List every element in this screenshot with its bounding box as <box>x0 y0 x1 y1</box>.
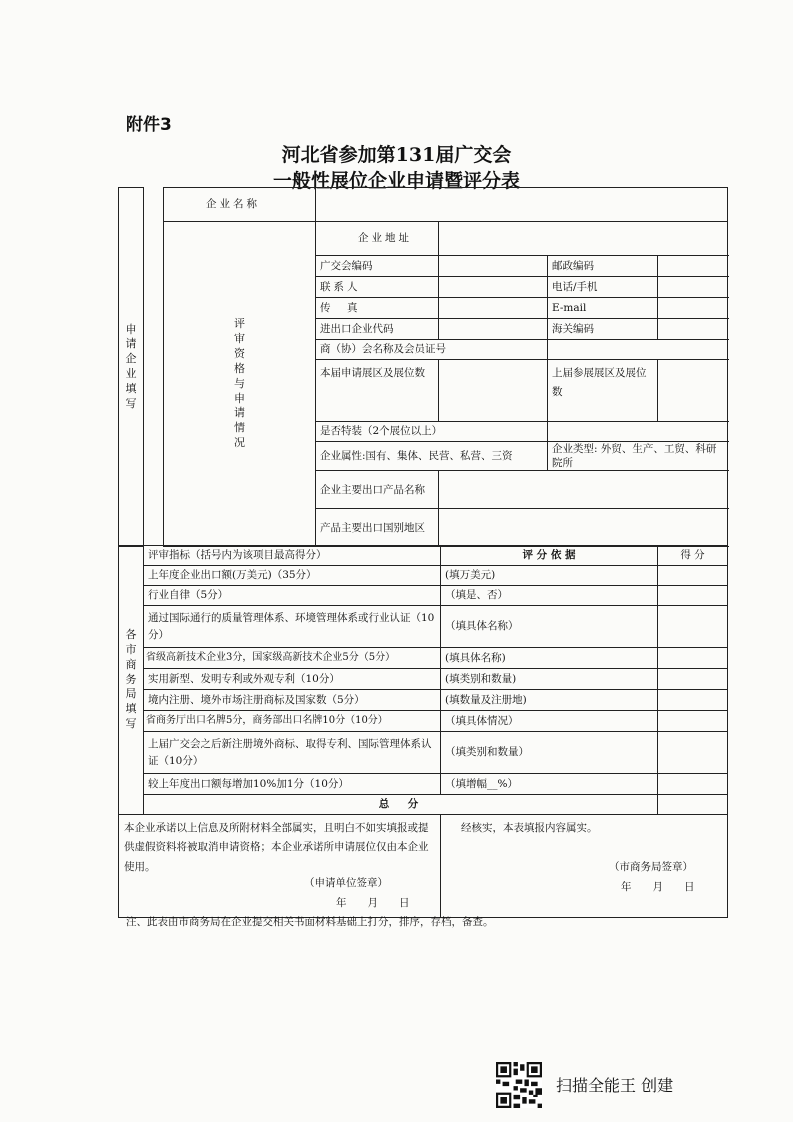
scoring-row <box>119 669 728 690</box>
special-label: 是否特装（2个展位以上） <box>316 422 548 442</box>
criteria-header: 评审指标（括号内为该项目最高得分） <box>144 546 441 566</box>
score-field[interactable] <box>658 566 728 586</box>
export-regions-label: 产品主要出口国别地区 <box>316 509 439 547</box>
postal-code-field[interactable] <box>658 256 728 277</box>
criteria-cell: 行业自律（5分） <box>144 586 441 606</box>
total-row <box>119 795 728 815</box>
previous-booth-field[interactable] <box>658 360 728 422</box>
document-title: 河北省参加第131届广交会 <box>281 144 512 166</box>
total-field[interactable] <box>658 795 728 815</box>
basis-cell: （填是、否） <box>441 586 658 606</box>
company-name-label: 企业名称 <box>164 188 316 222</box>
scoring-row <box>119 774 728 795</box>
bureau-date: 年 月 日 <box>621 880 695 893</box>
enterprise-type-label: 企业类型: 外贸、生产、工贸、科研院所 <box>548 442 728 471</box>
chamber-field[interactable] <box>548 340 728 360</box>
basis-cell: （填具体情况） <box>441 711 658 732</box>
scanner-watermark: 扫描全能王 创建 <box>556 1076 674 1095</box>
criteria-cell: 省级高新技术企业3分，国家级高新技术企业5分（5分） <box>144 648 441 669</box>
criteria-cell: 较上年度出口额每增加10%加1分（10分） <box>144 774 441 795</box>
criteria-cell: 省商务厅出口名牌5分，商务部出口名牌10分（10分） <box>144 711 441 732</box>
row-company-address <box>119 222 728 256</box>
postal-code-label: 邮政编码 <box>548 256 658 277</box>
score-field[interactable] <box>658 690 728 711</box>
scoring-row <box>119 586 728 606</box>
applicant-date: 年 月 日 <box>336 896 410 909</box>
phone-label: 电话/手机 <box>548 277 658 298</box>
scoring-row <box>119 566 728 586</box>
section-bureau: 各 市 商 务 局 填 写 <box>119 546 144 815</box>
main-products-label: 企业主要出口产品名称 <box>316 471 439 509</box>
ie-code-label: 进出口企业代码 <box>316 319 439 340</box>
email-field[interactable] <box>658 298 728 319</box>
scoring-row <box>119 690 728 711</box>
customs-code-field[interactable] <box>658 319 728 340</box>
score-field[interactable] <box>658 606 728 648</box>
company-address-field[interactable] <box>439 222 728 256</box>
company-name-field[interactable] <box>316 188 728 222</box>
row-company-name <box>119 188 728 222</box>
score-field[interactable] <box>658 669 728 690</box>
total-label: 总 分 <box>144 795 658 815</box>
contact-field[interactable] <box>439 277 548 298</box>
bureau-seal-label: （市商务局签章） <box>609 861 693 874</box>
score-field[interactable] <box>658 586 728 606</box>
basis-cell: (填具体名称) <box>441 648 658 669</box>
chamber-label: 商（协）会名称及会员证号 <box>316 340 548 360</box>
qr-code-icon <box>496 1062 542 1108</box>
application-form-table <box>118 187 728 547</box>
current-booth-label: 本届申请展区及展位数 <box>316 360 439 422</box>
basis-header: 评 分 依 据 <box>441 546 658 566</box>
ownership-label: 企业属性:国有、集体、民营、私营、三资 <box>316 442 548 471</box>
main-products-field[interactable] <box>439 471 728 509</box>
scoring-header <box>119 546 728 566</box>
fax-field[interactable] <box>439 298 548 319</box>
criteria-cell: 实用新型、发明专利或外观专利（10分） <box>144 669 441 690</box>
commitment-cell <box>119 815 441 918</box>
criteria-cell: 上年度企业出口额(万美元)（35分） <box>144 566 441 586</box>
ie-code-field[interactable] <box>439 319 548 340</box>
export-regions-field[interactable] <box>439 509 728 547</box>
footnote: 注、此表由市商务局在企业提交相关书面材料基础上打分，排序，存档，备查。 <box>126 916 494 928</box>
canton-code-field[interactable] <box>439 256 548 277</box>
commitment-text: 本企业承诺以上信息及所附材料全部属实，且明白不如实填报或提供虚假资料将被取消申请资格；本企业承诺所申请展位仅由本企业使用。 <box>124 822 429 873</box>
canton-code-label: 广交会编码 <box>316 256 439 277</box>
score-field[interactable] <box>658 711 728 732</box>
basis-cell: (填万美元) <box>441 566 658 586</box>
scoring-row <box>119 648 728 669</box>
score-field[interactable] <box>658 774 728 795</box>
score-field[interactable] <box>658 648 728 669</box>
criteria-cell: 境内注册、境外市场注册商标及国家数（5分） <box>144 690 441 711</box>
previous-booth-label: 上届参展展区及展位数 <box>548 360 658 422</box>
criteria-cell: 上届广交会之后新注册境外商标、取得专利、国际管理体系认证（10分） <box>144 732 441 774</box>
fax-label: 传 真 <box>316 298 439 319</box>
verification-cell <box>441 815 728 918</box>
attachment-label: 附件3 <box>126 115 172 135</box>
current-booth-field[interactable] <box>439 360 548 422</box>
basis-cell: （填类别和数量） <box>441 732 658 774</box>
basis-cell: （填具体名称） <box>441 606 658 648</box>
phone-field[interactable] <box>658 277 728 298</box>
signature-row <box>119 815 728 918</box>
scoring-row <box>119 732 728 774</box>
criteria-cell: 通过国际通行的质量管理体系、环境管理体系或行业认证（10分） <box>144 606 441 648</box>
scoring-row <box>119 711 728 732</box>
document-subtitle: 一般性展位企业申请暨评分表 <box>272 170 520 192</box>
contact-label: 联系人 <box>316 277 439 298</box>
company-address-label: 企业地址 <box>316 222 439 256</box>
email-label: E-mail <box>548 298 658 319</box>
section-qualification: 评 审 资 格 与 申 请 情 况 <box>164 222 316 547</box>
basis-cell: (填数量及注册地) <box>441 690 658 711</box>
applicant-seal-label: （申请单位签章） <box>304 877 388 890</box>
score-header: 得 分 <box>658 546 728 566</box>
special-field[interactable] <box>548 422 728 442</box>
customs-code-label: 海关编码 <box>548 319 658 340</box>
section-applicant: 申 请 企 业 填 写 <box>119 188 144 547</box>
scoring-row <box>119 606 728 648</box>
basis-cell: （填增幅__%） <box>441 774 658 795</box>
score-field[interactable] <box>658 732 728 774</box>
basis-cell: (填类别和数量) <box>441 669 658 690</box>
verification-text: 经核实，本表填报内容属实。 <box>461 822 598 834</box>
scoring-table <box>118 545 728 918</box>
